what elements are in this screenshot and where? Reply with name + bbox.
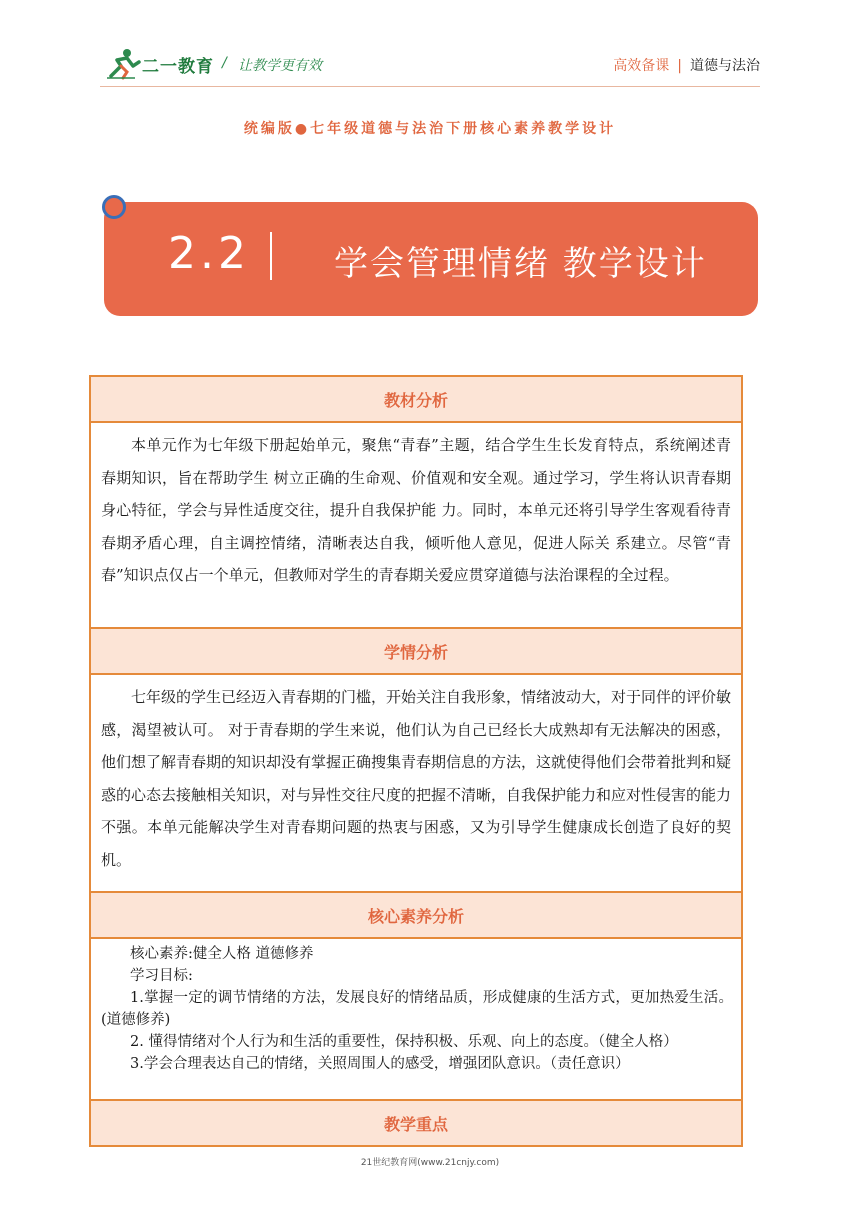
paragraph: 七年级的学生已经迈入青春期的门槛，开始关注自我形象，情绪波动大，对于同伴的评价敏感，渴望被认可。 对于青春期的学生来说，他们认为自己已经长大成熟却有无法解决的困惑，他们想了解青春期的知识却没有掌握正确搜集青春期信息的方法，这就使得他们会带着批判和疑惑的心态去接触相关知识，对与异性交往尺度的把握不清晰，自我保护能力和应对性侵害的能力不强。本单元能解决学生对青春期问题的热衷与困惑，又为引导学生健康成长创造了良好的契机。 <box>101 688 732 869</box>
core-line: 核心素养:健全人格 道德修养 <box>130 946 314 962</box>
header-category <box>613 55 760 75</box>
section-body <box>91 423 741 629</box>
lesson-number: 2.2 <box>168 228 250 279</box>
section-body <box>91 675 741 893</box>
section-heading: 学情分析 <box>91 629 741 675</box>
section-body <box>91 939 741 1101</box>
header-category-b: 道德与法治 <box>690 58 760 74</box>
document-subtitle: 统编版●七年级道德与法治下册核心素养教学设计 <box>243 121 617 137</box>
slogan-separator: / <box>222 55 227 71</box>
page-footer: 21世纪教育网(www.21cnjy.com) <box>360 1158 500 1168</box>
slogan: 让教学更有效 <box>238 58 322 74</box>
core-line: 2. 懂得情绪对个人行为和生活的重要性，保持积极、乐观、向上的态度。（健全人格） <box>130 1034 678 1050</box>
core-line: 学习目标: <box>130 968 193 984</box>
banner-divider <box>270 232 272 280</box>
header-category-separator: | <box>677 58 682 74</box>
core-line: 1.掌握一定的调节情绪的方法，发展良好的情绪品质，形成健康的生活方式，更加热爱生活。(道德修养) <box>101 990 733 1028</box>
section-heading: 核心素养分析 <box>91 893 741 939</box>
section-heading: 教学重点 <box>91 1101 741 1145</box>
design-table <box>89 375 743 1147</box>
logo-text: 二一教育 <box>142 57 214 77</box>
header-category-a: 高效备课 <box>613 58 670 74</box>
section-heading: 教材分析 <box>91 377 741 423</box>
paragraph: 本单元作为七年级下册起始单元，聚焦“青春”主题，结合学生生长发育特点，系统阐述青春期知识，旨在帮助学生 树立正确的生命观、价值观和安全观。通过学习，学生将认识青春期身心特征，学会与异性适度交往，提升自我保护能 力。同时，本单元还将引导学生客观看待青春期矛盾心理，自主调控情绪，清晰表达自我，倾听他人意见，促进人际关 系建立。尽管“青春”知识点仅占一个单元，但教师对学生的青春期关爱应贯穿道德与法治课程的全过程。 <box>101 436 731 584</box>
header-divider <box>100 86 760 87</box>
core-line: 3.学会合理表达自己的情绪，关照周围人的感受，增强团队意识。（责任意识） <box>130 1056 630 1072</box>
lesson-title: 学会管理情绪 教学设计 <box>334 244 707 284</box>
banner-dot-icon <box>102 195 126 219</box>
page-header <box>0 0 860 100</box>
